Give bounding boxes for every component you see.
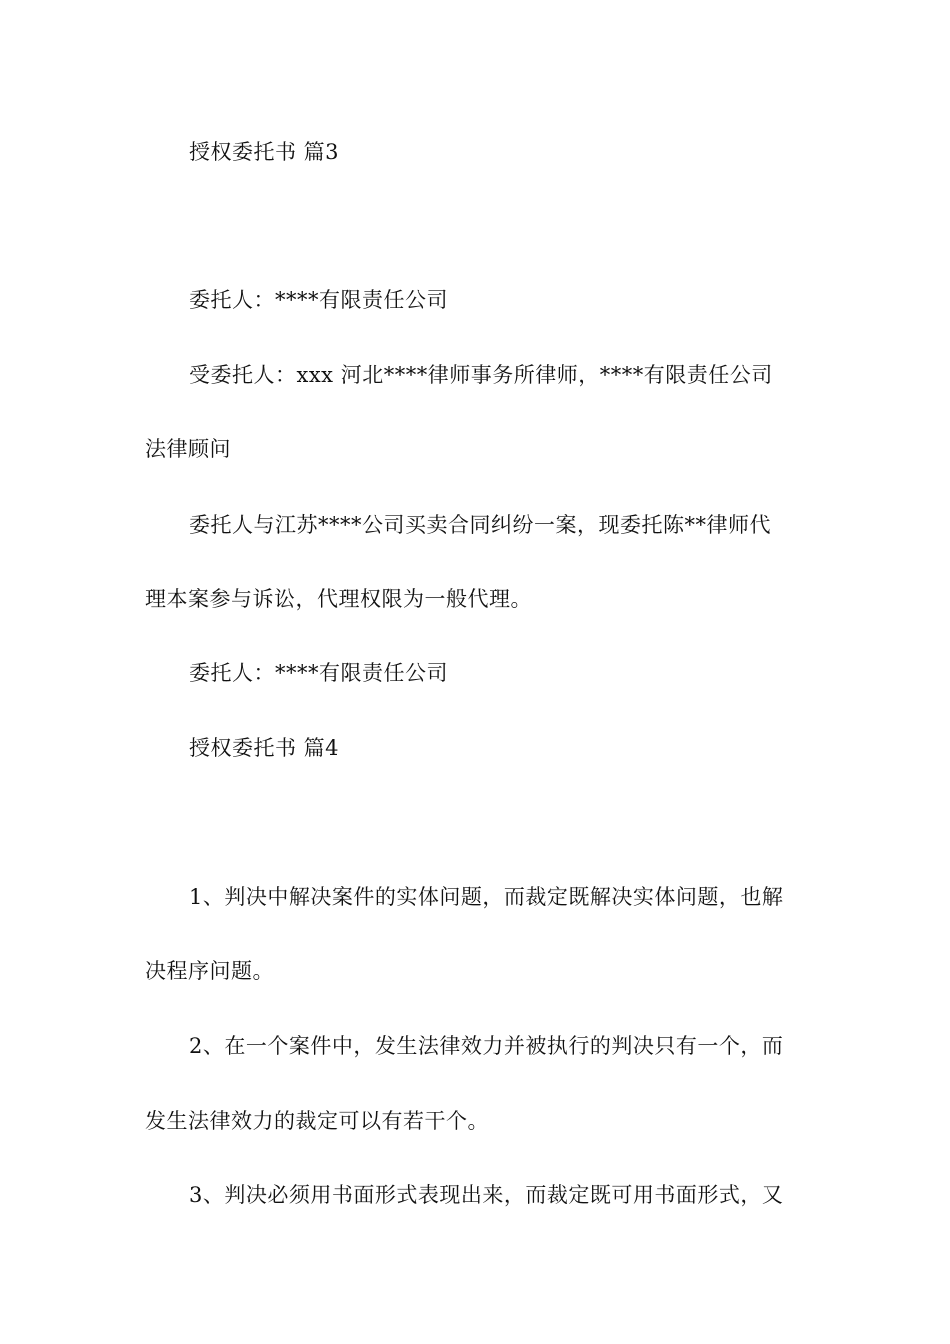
mandate-paragraph-line-2: 理本案参与诉讼，代理权限为一般代理。 bbox=[145, 587, 532, 611]
point-1-line-2: 决程序问题。 bbox=[145, 959, 274, 983]
agent-line: 受委托人：xxx 河北****律师事务所律师，****有限责任公司 bbox=[189, 363, 773, 387]
point-2-line-1: 2、在一个案件中，发生法律效力并被执行的判决只有一个，而 bbox=[189, 1034, 784, 1058]
point-3-line-1: 3、判决必须用书面形式表现出来，而裁定既可用书面形式，又 bbox=[189, 1183, 784, 1207]
point-2-line-2: 发生法律效力的裁定可以有若干个。 bbox=[145, 1109, 489, 1133]
mandate-paragraph-line-1: 委托人与江苏****公司买卖合同纠纷一案，现委托陈**律师代 bbox=[189, 513, 771, 537]
section-heading-3: 授权委托书 篇3 bbox=[189, 140, 340, 164]
principal-signature-line: 委托人：****有限责任公司 bbox=[189, 661, 448, 685]
principal-line: 委托人：****有限责任公司 bbox=[189, 288, 448, 312]
section-heading-4: 授权委托书 篇4 bbox=[189, 736, 340, 760]
point-1-line-1: 1、判决中解决案件的实体问题，而裁定既解决实体问题，也解 bbox=[189, 885, 784, 909]
agent-line-continued: 法律顾问 bbox=[145, 437, 231, 461]
